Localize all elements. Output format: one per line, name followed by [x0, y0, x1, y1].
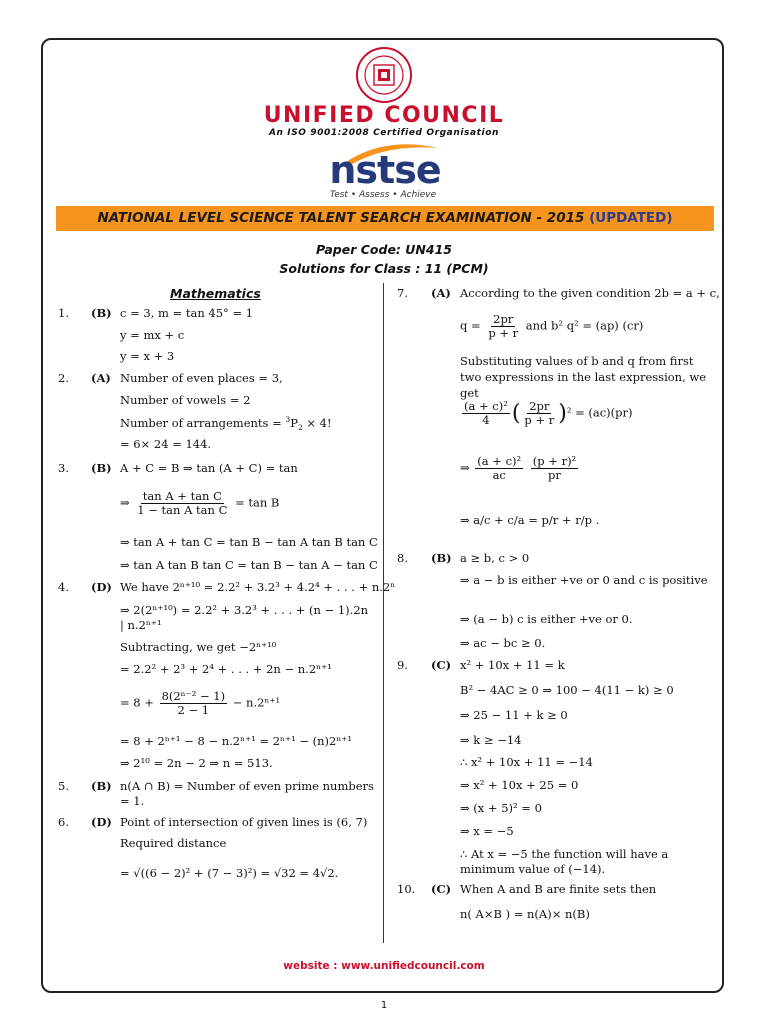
q-line: | n.2ⁿ⁺¹	[120, 618, 162, 632]
q-line: Subtracting, we get −2ⁿ⁺¹⁰	[120, 640, 277, 654]
q-line: = √((6 − 2)² + (7 − 3)²) = √32 = 4√2.	[120, 866, 339, 880]
q-line: ⇒ 2¹⁰ = 2n − 2 ⇒ n = 513.	[120, 756, 273, 770]
q-line: ⇒ tan A + tan C = tan B − tan A tan B tan C	[120, 535, 378, 549]
q-answer: (B)	[91, 461, 112, 475]
q-number: 9.	[397, 658, 408, 672]
q-formula: q = $\frac{2pr}{p + r}$ and b² q² = (ap) (cr)	[460, 312, 644, 340]
q-line: y = x + 3	[120, 349, 175, 363]
q-answer: (C)	[431, 658, 452, 672]
unified-council-seal-logo	[355, 46, 413, 104]
banner-title: NATIONAL LEVEL SCIENCE TALENT SEARCH EXAMINATION - 2015	[97, 210, 585, 226]
q-line: A + C = B ⇒ tan (A + C) = tan	[120, 461, 298, 475]
q-number: 3.	[58, 461, 69, 475]
q-line: a ≥ b, c > 0	[460, 551, 530, 565]
q-line: = 2.2² + 2³ + 2⁴ + . . . + 2n − n.2ⁿ⁺¹	[120, 662, 332, 676]
q-number: 10.	[397, 882, 416, 896]
q-number: 4.	[58, 580, 69, 594]
q-line: We have 2ⁿ⁺¹⁰ = 2.2² + 3.2³ + 4.2⁴ + . . . + n.2ⁿ	[120, 580, 396, 594]
q-number: 7.	[397, 286, 408, 300]
iso-certification: An ISO 9001:2008 Certified Organisation	[268, 128, 500, 138]
q-line: ⇒ x = −5	[460, 824, 514, 838]
q-formula: = 8 + $\frac{\text{8(2ⁿ⁻² − 1)}}{2 - 1}$ − n.2ⁿ⁺¹	[120, 689, 281, 717]
q-line: Required distance	[120, 836, 227, 850]
q-formula: ⇒ $\frac{\text{tan A + tan C}}{\text{1 − tan A tan C}}$ = tan B	[120, 489, 280, 517]
q-number: 5.	[58, 779, 69, 793]
banner-updated: (UPDATED)	[589, 210, 673, 226]
q-formula: ⇒ a/c + c/a = p/r + r/p .	[460, 513, 600, 527]
column-divider	[383, 283, 384, 943]
q-line: n( A×B ) = n(A)× n(B)	[460, 907, 590, 921]
q-line: = 1.	[120, 794, 145, 808]
q-number: 2.	[58, 371, 69, 385]
q-line: n(A ∩ B) = Number of even prime numbers	[120, 779, 374, 793]
exam-title-banner	[56, 206, 714, 231]
q-line: ∴ At x = −5 the function will have a minimum value of (−14).	[460, 847, 669, 876]
q-line: y = mx + c	[120, 328, 185, 342]
q-line: ⇒ x² + 10x + 25 = 0	[460, 778, 579, 792]
website-link[interactable]: website : www.unifiedcouncil.com	[283, 960, 485, 972]
q-formula: ⇒ $\frac{\text{(a + c)²}}{ac}$ $\frac{\text{(p + r)²}}{pr}$	[460, 454, 577, 482]
q-line: = 6× 24 = 144.	[120, 437, 212, 451]
org-name: UNIFIED COUNCIL	[263, 103, 505, 128]
q-line: ⇒ k ≥ −14	[460, 733, 522, 747]
q-line: ⇒ ac − bc ≥ 0.	[460, 636, 546, 650]
q-answer: (A)	[431, 286, 451, 300]
q-line: ⇒ (a − b) c is either +ve or 0.	[460, 612, 633, 626]
q-number: 8.	[397, 551, 408, 565]
logo-tagline: Test • Assess • Achieve	[329, 190, 437, 200]
paper-info	[0, 240, 768, 278]
page-number: 1	[380, 1000, 388, 1011]
q-answer: (B)	[431, 551, 452, 565]
q-line: Substituting values of b and q from first two expressions in the last expression, we get	[460, 354, 707, 400]
q-formula: $\frac{\text{(a + c)²}}{4}$ ( $\frac{2pr}{p + r}$ )² = (ac)(pr)	[464, 399, 633, 427]
q-line: Number of vowels = 2	[120, 393, 251, 407]
q-answer: (C)	[431, 882, 452, 896]
q-number: 1.	[58, 306, 69, 320]
q-line: ⇒ tan A tan B tan C = tan B − tan A − tan C	[120, 558, 378, 572]
q-answer: (B)	[91, 779, 112, 793]
solutions-class: Solutions for Class : 11 (PCM)	[279, 261, 489, 276]
q-answer: (D)	[91, 580, 112, 594]
q-answer: (D)	[91, 815, 112, 829]
q-line: ⇒ (x + 5)² = 0	[460, 801, 542, 815]
q-answer: (A)	[91, 371, 111, 385]
q-line: c = 3, m = tan 45° = 1	[120, 306, 254, 320]
q-number: 6.	[58, 815, 69, 829]
q-line: When A and B are finite sets then	[460, 882, 657, 896]
q-line: Point of intersection of given lines is (6, 7)	[120, 815, 368, 829]
q-line: ∴ x² + 10x + 11 = −14	[460, 755, 593, 769]
q-line: = 8 + 2ⁿ⁺¹ − 8 − n.2ⁿ⁺¹ = 2ⁿ⁺¹ − (n)2ⁿ⁺¹	[120, 734, 352, 748]
q-line: Number of even places = 3,	[120, 371, 283, 385]
q-line: According to the given condition 2b = a + c,	[460, 286, 720, 300]
q-line: ⇒ 25 − 11 + k ≥ 0	[460, 708, 568, 722]
q-answer: (B)	[91, 306, 112, 320]
paper-code: Paper Code: UN415	[316, 242, 452, 257]
q-line: x² + 10x + 11 = k	[460, 658, 565, 672]
logo-wordmark: nstse	[329, 148, 441, 192]
section-heading: Mathematics	[170, 286, 261, 301]
q-line: Number of arrangements = $^3P_2 \times 4$!	[120, 415, 332, 433]
q-line: ⇒ a − b is either +ve or 0 and c is positive	[460, 573, 708, 587]
q-line: B² − 4AC ≥ 0 ⇒ 100 − 4(11 − k) ≥ 0	[460, 683, 674, 697]
q-line: ⇒ 2(2ⁿ⁺¹⁰) = 2.2² + 3.2³ + . . . + (n − 1).2n	[120, 603, 369, 617]
